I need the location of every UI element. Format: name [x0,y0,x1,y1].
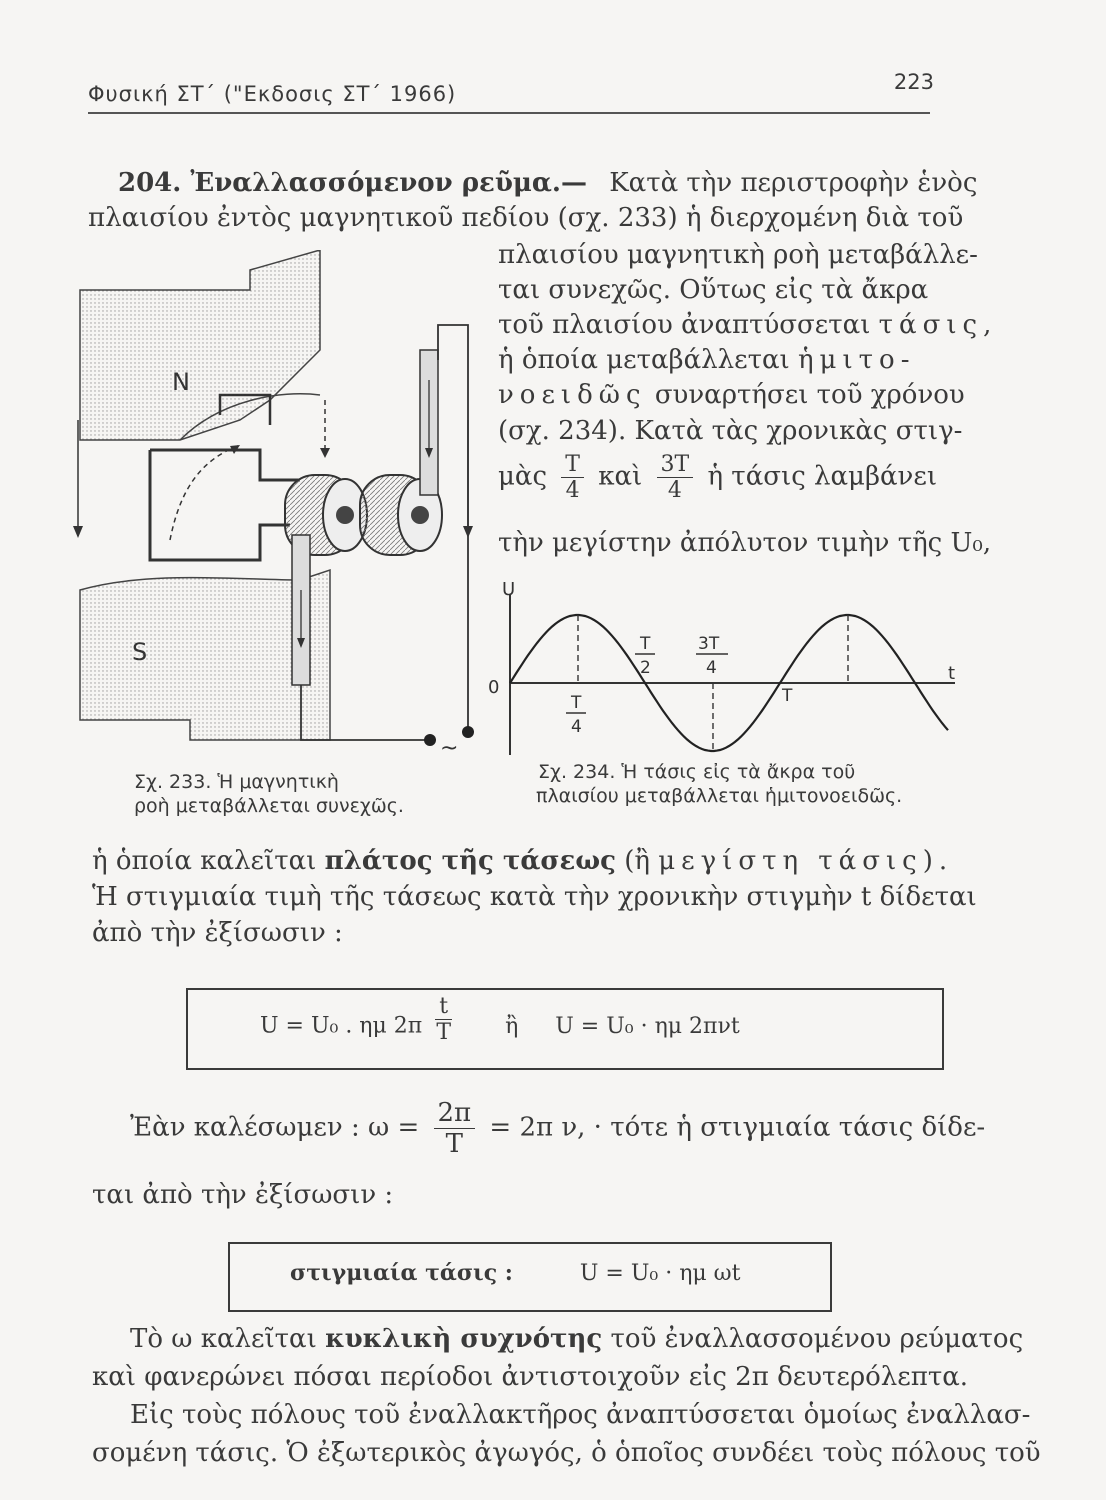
tick-T4-den: 4 [571,717,582,737]
axis-label-t: t [948,663,956,684]
p5-bold: κυκλικὴ συχνότης [325,1324,603,1354]
page-number: 223 [893,70,934,94]
tick-T2-den: 2 [640,658,651,678]
p1-bold: πλάτος τῆς τάσεως [324,846,616,876]
tick-T: T [782,686,793,706]
eq1-left: U = U₀ . ημ 2π [260,1013,423,1039]
eq2-formula: U = U₀ · ημ ωt [579,1261,741,1286]
figure-234-caption [536,760,902,808]
p1-start: ἡ ὁποία καλεῖται [92,846,317,876]
figure-234-caption-line1: Σχ. 234. Ἡ τάσις εἰς τὰ ἄκρα τοῦ [538,761,856,783]
body-line-4: ται ἀπὸ τὴν ἐξίσωσιν : [92,1180,394,1210]
body-line-5 [130,1324,1023,1354]
p1-spaced: μεγίστη τάσις). [658,846,954,876]
rc-line-5-text: συναρτήσει τοῦ χρόνου [654,380,965,410]
rc-line-7-rest: ἡ τάσις λαμβάνει [707,461,938,492]
eq2-label: στιγμιαία τάσις : [290,1260,513,1286]
omega-fraction: $\frac{2\pi}{T}$ [434,1098,476,1159]
rc-line-7 [498,452,937,503]
tick-T4-num: T [571,693,582,713]
equation-box-2 [228,1242,832,1312]
body-line-7: Εἰς τοὺς πόλους τοῦ ἐναλλακτῆρος ἀναπτύσσεται ὁμοίως ἐναλλασ- [130,1400,1031,1430]
section-heading: 204. Ἐναλλασσόμενον ρεῦμα.— [118,168,587,198]
section-line2: πλαισίου ἐντὸς μαγνητικοῦ πεδίου (σχ. 233) ἡ διερχομένη διὰ τοῦ [88,203,964,233]
rc-line-4 [498,345,915,375]
rc-line-8: τὴν μεγίστην ἀπόλυτον τιμὴν τῆς U₀, [498,528,992,558]
north-pole-shape [80,250,320,440]
figure-233-caption [134,770,404,818]
body-line-2: Ἡ στιγμιαία τιμὴ τῆς τάσεως κατὰ τὴν χρονικὴν στιγμὴν t δίδεται [92,882,977,912]
figure-233-diagram [70,250,490,760]
body-line-8: σομένη τάσις. Ὁ ἐξωτερικὸς ἀγωγός, ὁ ὁποῖος συνδέει τοὺς πόλους τοῦ [92,1438,1041,1468]
section-first-line [118,168,977,198]
origin-label: 0 [488,677,500,698]
omega-line [130,1098,985,1159]
omega-pre: Ἐὰν καλέσωμεν : ω = [130,1112,420,1143]
figure-234-caption-line2: πλαισίου μεταβάλλεται ἡμιτονοειδῶς. [536,785,903,807]
emph-hmito-2: νοειδῶς [498,380,647,410]
rc-line-1: πλαισίου μαγνητικὴ ροὴ μεταβάλλε- [498,240,978,270]
axis-label-U: U [502,579,516,600]
header-rule [88,112,930,114]
rc-kai: καὶ [598,461,643,492]
eq1-or: ἢ [505,1013,519,1039]
eq1-right: U = U₀ · ημ 2πνt [555,1013,740,1039]
rc-line-4-text: ἡ ὁποία μεταβάλλεται [498,345,790,375]
tick-3T4-num: 3T [698,634,720,654]
emph-tasis: τάσις, [878,310,998,340]
equation-1 [260,994,740,1045]
label-S: S [132,638,148,666]
fraction-3T-over-4: $\frac{3T}{4}$ [657,452,694,503]
emph-hmito-1: ἡμιτο- [797,345,916,375]
figure-233-caption-line2: ροὴ μεταβάλλεται συνεχῶς. [134,795,404,817]
omega-post: = 2π ν, · τότε ἡ στιγμιαία τάσις δίδε- [489,1112,986,1143]
rc-line-3-text: τοῦ πλαισίου ἀναπτύσσεται [498,310,871,340]
tick-3T4-den: 4 [706,658,717,678]
fraction-T-over-4: $\frac{T}{4}$ [561,452,584,503]
label-N: N [172,368,190,396]
eq1-fraction: $\frac{t}{T}$ [436,994,451,1045]
rc-mas: μὰς [498,461,548,492]
p5-end: τοῦ ἐναλλασσομένου ρεύματος [610,1324,1024,1354]
body-line-3: ἀπὸ τὴν ἐξίσωσιν : [92,918,343,948]
equation-box-1 [186,988,944,1070]
figure-233-caption-line1: Σχ. 233. Ἡ μαγνητικὴ [134,771,339,793]
figure-234-graph [480,575,960,765]
rc-line-5 [498,380,965,410]
section-line1-rest: Κατὰ τὴν περιστροφὴν ἑνὸς [609,168,978,198]
p5-start: Τὸ ω καλεῖται [130,1324,317,1354]
rc-line-3 [498,310,997,340]
tick-T2-num: T [640,634,651,654]
body-line-1 [92,846,953,876]
ac-tilde: ~ [440,736,459,760]
rc-line-6: (σχ. 234). Κατὰ τὰς χρονικὰς στιγ- [498,416,963,446]
running-title: Φυσική ΣΤ΄ ("Εκδοσις ΣΤ΄ 1966) [88,82,457,106]
body-line-6: καὶ φανερώνει πόσαι περίοδοι ἀντιστοιχοῦν εἰς 2π δευτερόλεπτα. [92,1362,969,1392]
equation-2 [290,1260,740,1286]
rc-line-2: ται συνεχῶς. Οὕτως εἰς τὰ ἄκρα [498,275,929,305]
p1-open: (ἢ [624,846,650,876]
